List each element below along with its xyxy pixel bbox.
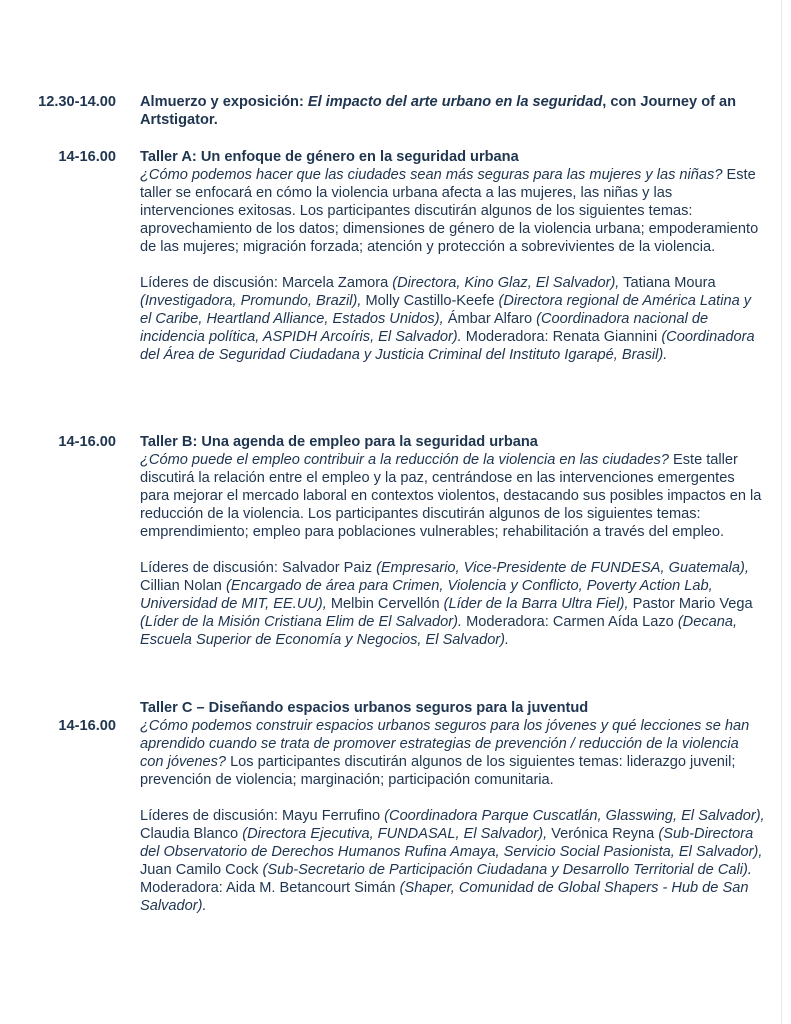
workshop-title: Taller B: Una agenda de empleo para la seguridad urbana [140, 434, 538, 450]
person-text: Cillian Nolan [140, 578, 226, 594]
affiliation-text: (Sub-Directora del Observatorio de Derechos Humanos Rufina Amaya, Servicio Social Pasionista, El Salvador), [140, 826, 763, 860]
time-label: 14-16.00 [58, 434, 116, 450]
time-label: 14-16.00 [58, 149, 116, 165]
affiliation-text: (Directora Ejecutiva, FUNDASAL, El Salvador), [242, 826, 548, 842]
item-title [140, 93, 766, 129]
item-content [140, 699, 766, 915]
person-text: Moderadora: Renata Giannini [461, 329, 662, 345]
person-text: Juan Camilo Cock [140, 862, 263, 878]
workshop-question: ¿Cómo puede el empleo contribuir a la reducción de la violencia en las ciudades? [140, 452, 669, 468]
workshop-title: Taller C – Diseñando espacios urbanos seguros para la juventud [140, 700, 589, 716]
affiliation-text: (Directora regional de América Latina y el Caribe, Heartland Alliance, Estados Unidos), [140, 293, 752, 327]
affiliation-text: (Líder de la Misión Cristiana Elim de El Salvador). [140, 614, 463, 630]
affiliation-text: (Encargado de área para Crimen, Violencia y Conflicto, Poverty Action Lab, Universidad de MIT, EE.UU), [140, 578, 713, 612]
person-text: Ámbar Alfaro [443, 311, 537, 327]
moderator [140, 879, 766, 915]
person-text: Verónica Reyna [547, 826, 659, 842]
person-text: Moderadora: Aida M. Betancourt Simán [140, 880, 400, 896]
affiliation-text: (Shaper, Comunidad de Global Shapers - Hub de San Salvador). [140, 880, 749, 914]
discussion-leaders [140, 274, 766, 364]
affiliation-text: (Coordinadora Parque Cuscatlán, Glasswing, El Salvador), [384, 808, 765, 824]
person-text: Líderes de discusión: Salvador Paiz [140, 560, 377, 576]
person-text: Molly Castillo-Keefe [361, 293, 499, 309]
workshop-description: Este taller se enfocará en cómo la violencia urbana afecta a las mujeres, las niñas y las intervenciones exitosas. Los participantes discutirán algunos de los siguientes temas: aprovechamiento de los datos; dimensiones de género de la violencia urbana; empoderamiento de las mujeres; migración forzada; atención y protección a sobrevivientes de la violencia. [140, 167, 759, 255]
workshop-summary [140, 166, 766, 256]
affiliation-text: (Sub-Secretario de Participación Ciudadana y Desarrollo Territorial de Cali). [262, 862, 752, 878]
workshop-title: Taller A: Un enfoque de género en la seguridad urbana [140, 149, 519, 165]
person-text: Pastor Mario Vega [628, 596, 753, 612]
person-text: Líderes de discusión: Marcela Zamora [140, 275, 393, 291]
discussion-leaders [140, 559, 766, 649]
workshop-description: Este taller discutirá la relación entre el empleo y la paz, centrándose en las intervenciones emergentes para mejorar el mercado laboral en contextos violentos, destacando sus posibles impactos en la reducción de la violencia. Los participantes discutirán algunos de los siguientes temas: emprendimiento; empleo para poblaciones vulnerables; rehabilitación a través del empleo. [140, 452, 762, 540]
title-prefix: Almuerzo y exposición: [140, 94, 308, 110]
affiliation-text: (Líder de la Barra Ultra Fiel), [443, 596, 629, 612]
affiliation-text: (Empresario, Vice-Presidente de FUNDESA, Guatemala), [376, 560, 749, 576]
workshop-question: ¿Cómo podemos construir espacios urbanos seguros para los jóvenes y qué lecciones se han aprendido cuando se trata de promover estrategias de prevención / reducción de la violencia con jóvenes? [140, 718, 750, 770]
affiliation-text: (Coordinadora nacional de incidencia política, ASPIDH Arcoíris, El Salvador). [140, 311, 709, 345]
person-text: Líderes de discusión: Mayu Ferrufino [140, 808, 385, 824]
affiliation-text: (Coordinadora del Área de Seguridad Ciudadana y Justicia Criminal del Instituto Igarapé, Brasil). [140, 329, 755, 363]
discussion-leaders [140, 807, 766, 879]
title-italic: El impacto del arte urbano en la seguridad [307, 94, 603, 110]
person-text: Claudia Blanco [140, 826, 243, 842]
time-label: 14-16.00 [58, 718, 116, 734]
page-edge-divider [781, 0, 782, 1024]
affiliation-text: (Decana, Escuela Superior de Economía y Negocios, El Salvador). [140, 614, 738, 648]
affiliation-text: (Investigadora, Promundo, Brazil), [140, 293, 362, 309]
person-text: Tatiana Moura [619, 275, 716, 291]
workshop-summary [140, 717, 766, 789]
workshop-description: Los participantes discutirán algunos de los siguientes temas: liderazgo juvenil; prevención de violencia; marginación; participación comunitaria. [140, 754, 736, 788]
workshop-summary [140, 451, 766, 541]
person-text: Moderadora: Carmen Aída Lazo [462, 614, 678, 630]
item-content [140, 148, 766, 364]
title-suffix: , con Journey of an Artstigator. [140, 94, 737, 128]
workshop-question: ¿Cómo podemos hacer que las ciudades sean más seguras para las mujeres y las niñas? [140, 167, 723, 183]
affiliation-text: (Directora, Kino Glaz, El Salvador), [392, 275, 620, 291]
item-content [140, 433, 766, 649]
time-label: 12.30-14.00 [38, 94, 116, 110]
person-text: Melbin Cervellón [326, 596, 444, 612]
item-content [140, 93, 766, 129]
